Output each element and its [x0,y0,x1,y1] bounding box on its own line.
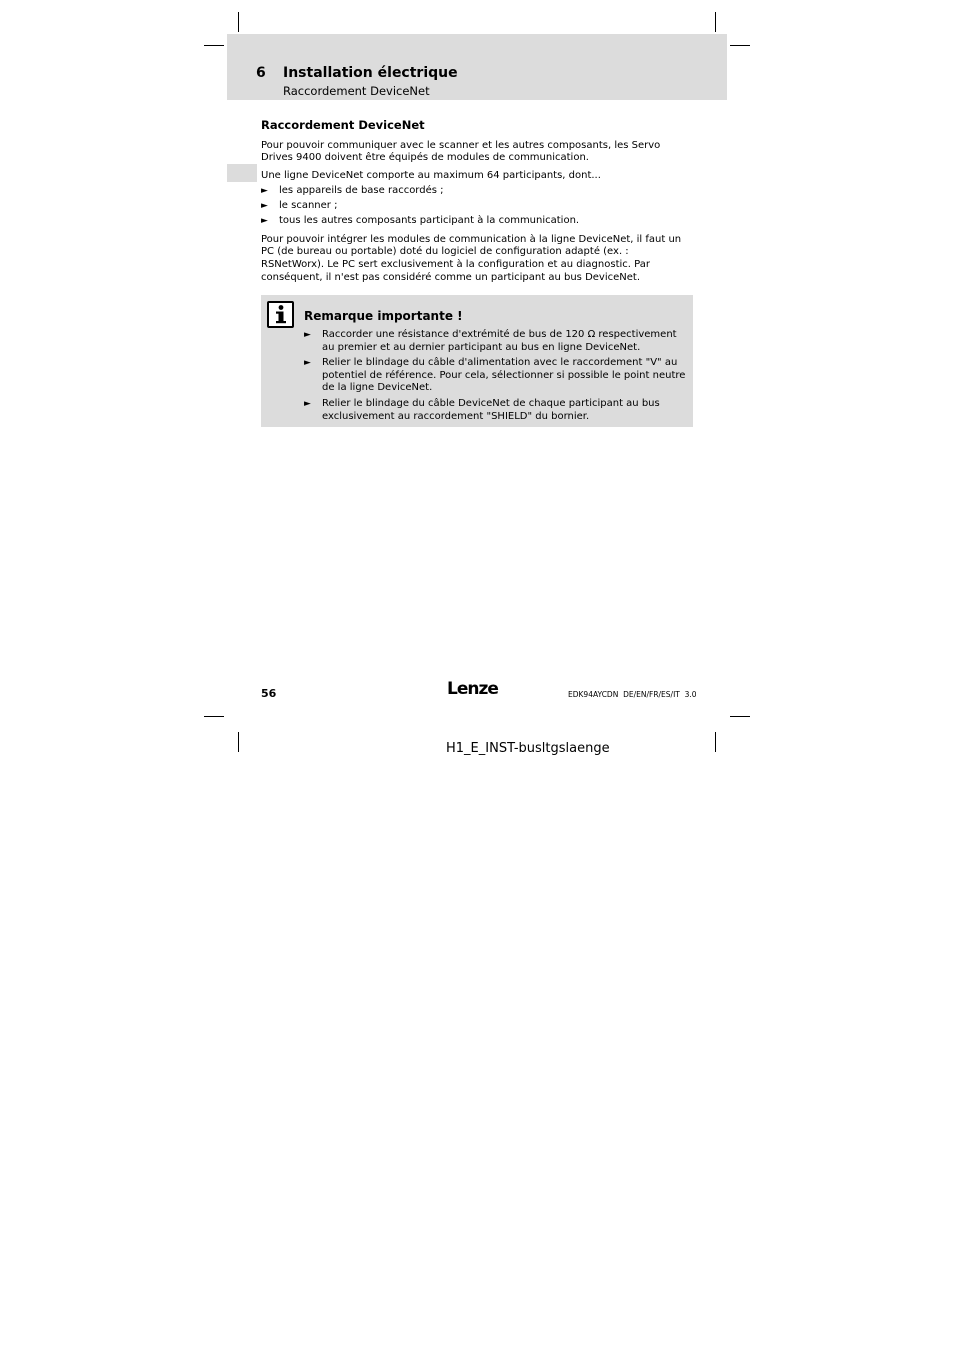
list-item-text: Relier le blindage du câble DeviceNet de chaque participant au bus exclusivement au raccordement "SHIELD" du bornier. [322,397,660,422]
document-code: EDK94AYCDN DE/EN/FR/ES/IT 3.0 [568,690,697,699]
important-note-box [261,295,693,427]
lenze-logo: Lenze [447,679,498,699]
page-number: 56 [261,687,277,700]
info-icon [267,301,294,328]
note-title: Remarque importante ! [304,309,463,323]
list-item [304,357,687,395]
list-item [261,185,694,198]
crop-mark [715,12,716,32]
bullet-arrow-icon: ► [304,330,311,340]
bullet-arrow-icon: ► [261,200,268,211]
list-item [304,329,687,354]
chapter-number: 6 [256,65,266,81]
list-item [261,200,694,213]
bullet-list [261,185,694,228]
side-tab-marker [227,164,257,182]
list-item-text: Relier le blindage du câble d'alimentation avec le raccordement "V" au potentiel de référence. Pour cela, sélectionner si possible le point neutre de la ligne DeviceNet. [322,357,686,394]
list-item-text: Raccorder une résistance d'extrémité de bus de 120 Ω respectivement au premier et au dernier participant au bus en ligne DeviceNet. [322,329,677,353]
chapter-title: Installation électrique [283,65,458,81]
crop-mark [715,732,716,752]
paragraph: Pour pouvoir communiquer avec le scanner et les autres composants, les Servo Drives 9400 doivent être équipés de modules de communication. [261,139,661,164]
list-item-text: les appareils de base raccordés ; [279,184,444,196]
crop-mark [204,716,224,717]
bullet-arrow-icon: ► [304,398,311,409]
paragraph: Pour pouvoir intégrer les modules de communication à la ligne DeviceNet, il faut un PC (de bureau ou portable) doté du logiciel de configuration adapté (ex. : RSNetWorx). Le PC sert exclusivement à la configuration et au diagnostic. Par conséquent, il n'est pas considéré comme un participant au bus DeviceNet. [261,233,682,283]
list-item-text: le scanner ; [279,199,338,211]
bullet-arrow-icon: ► [261,215,268,226]
chapter-subtitle: Raccordement DeviceNet [283,84,430,98]
section-heading: Raccordement DeviceNet [261,118,425,132]
list-item [261,215,694,228]
crop-mark [204,45,224,46]
main-content [261,119,694,289]
crop-mark [238,732,239,752]
note-list [304,329,687,426]
crop-mark [238,12,239,32]
paragraph: Une ligne DeviceNet comporte au maximum 64 participants, dont... [261,170,601,182]
bullet-arrow-icon: ► [304,358,311,369]
list-item [304,398,687,423]
file-name: H1_E_INST-busltgslaenge [446,741,610,756]
list-item-text: tous les autres composants participant à la communication. [279,214,580,226]
bullet-arrow-icon: ► [261,185,268,196]
crop-mark [730,716,750,717]
crop-mark [730,45,750,46]
